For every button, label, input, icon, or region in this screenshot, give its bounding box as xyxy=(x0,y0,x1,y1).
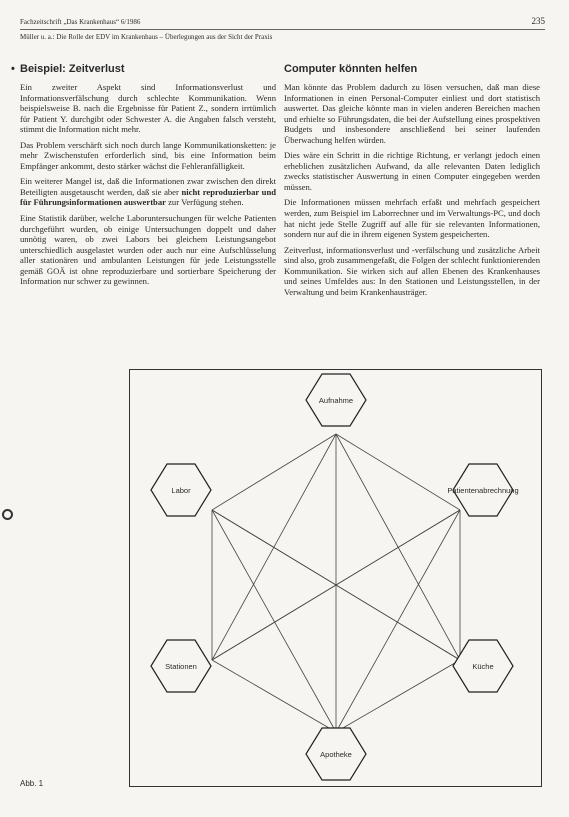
left-paragraph-3: Ein weiterer Mangel ist, daß die Informationen zwar zwischen den direkt Beteiligten ausgetauscht werden, daß sie aber nicht reproduzierbar und für Führungsinformationen auswertbar zur Verfügung stehen. xyxy=(20,176,277,208)
left-paragraph-4: Eine Statistik darüber, welche Laboruntersuchungen für welche Patienten durchgeführt wurden, ob einige Untersuchungen doppelt und daher unnötig waren, ob zwei Labors bei gleichem Leistungsangebot unterschiedlich ausgelastet wurden oder auch nur eine Aufschlüsselung aller stationären und ambulanten Leistungen für jede Leistungsstelle gemäß GOÄ ist ohne reproduzierbare und sortierbare Speicherung der Information nur schwer zu gewinnen. xyxy=(20,213,276,287)
communication-diagram xyxy=(129,369,542,787)
right-paragraph-1: Man könnte das Problem dadurch zu lösen versuchen, daß man diese Informationen in einen Personal-Computer einliest und dort statistisch auswertet. Das gleiche könnte man in vielen anderen Bereichen machen und erhielte so Führungsdaten, die bei der Aufstellung eines prospektiven Budgets und insbesondere anschließend bei seiner laufenden Überwachung helfen würden. xyxy=(284,82,540,145)
node-aufnahme: Aufnahme xyxy=(318,395,354,405)
left-paragraph-2: Das Problem verschärft sich noch durch lange Kommunikationsketten: je mehr Zwischenstufen erforderlich sind, bis eine Information beim Empfänger ankommt, desto stärker wächst die Fehleranfälligkeit. xyxy=(20,139,276,171)
diagram-lines xyxy=(130,370,543,788)
header-rule xyxy=(20,29,545,30)
right-column xyxy=(284,63,540,302)
right-paragraph-3: Die Informationen müssen mehrfach erfaßt und mehrfach gespeichert werden, zum Beispiel im Laborrechner und im Verwaltungs-PC, und doch hat nicht jede Stelle Zugriff auf alle für sie relevanten Informationen, sondern nur auf die in ihrem eigenen System gespeicherten. xyxy=(284,197,540,240)
left-column xyxy=(11,63,277,292)
left-heading: • Beispiel: Zeitverlust xyxy=(11,63,125,75)
journal-title: Fachzeitschrift „Das Krankenhaus“ 6/1986 xyxy=(20,18,141,26)
node-kueche: Küche xyxy=(472,661,494,671)
node-patientenabrechnung: Patientenabrechnung xyxy=(447,485,519,495)
node-apotheke: Apotheke xyxy=(320,749,352,759)
right-paragraph-2: Dies wäre ein Schritt in die richtige Richtung, er verlangt jedoch einen erheblichen zusätzlichen Aufwand, da alle relevanten Daten lediglich zwecks statistischer Auswertung in einen Computer eingegeben werden müssen. xyxy=(284,150,540,192)
right-heading: Computer könnten helfen xyxy=(284,63,418,75)
emphasis-text: nicht reproduzierbar und für Führungsinformationen auswertbar xyxy=(20,186,277,208)
punch-hole xyxy=(2,509,13,520)
node-labor: Labor xyxy=(171,485,191,495)
right-paragraph-4: Zeitverlust, informationsverlust und -verfälschung und zusätzliche Arbeit sind also, grob zusammengefaßt, die Folgen der schlecht funktionierenden Kommunikation. Sie wirken sich auf allen Ebenen des Krankenhauses und seines Umfeldes aus: In den Stationen und Leistungsstellen, in der Verwaltung und beim Krankenhausträger. xyxy=(284,244,540,297)
article-subtitle: Müller u. a.: Die Rolle der EDV im Krankenhaus – Überlegungen aus der Sicht der Praxis xyxy=(20,33,273,41)
figure-caption: Abb. 1 xyxy=(20,779,44,788)
bullet-mark: • xyxy=(11,63,15,75)
node-stationen: Stationen xyxy=(165,661,197,671)
page-number: 235 xyxy=(531,16,545,26)
left-paragraph-1: Ein zweiter Aspekt sind Informationsverlust und Informationsverfälschung durch schlechte Kommunikation. Wenn beispielsweise B. nach die Ergebnisse für Patient Z., sondern irrtümlich für Patient Y. durchgibt oder Schwester A. die Angaben falsch versteht, stimmt die Information nicht mehr. xyxy=(20,82,276,135)
